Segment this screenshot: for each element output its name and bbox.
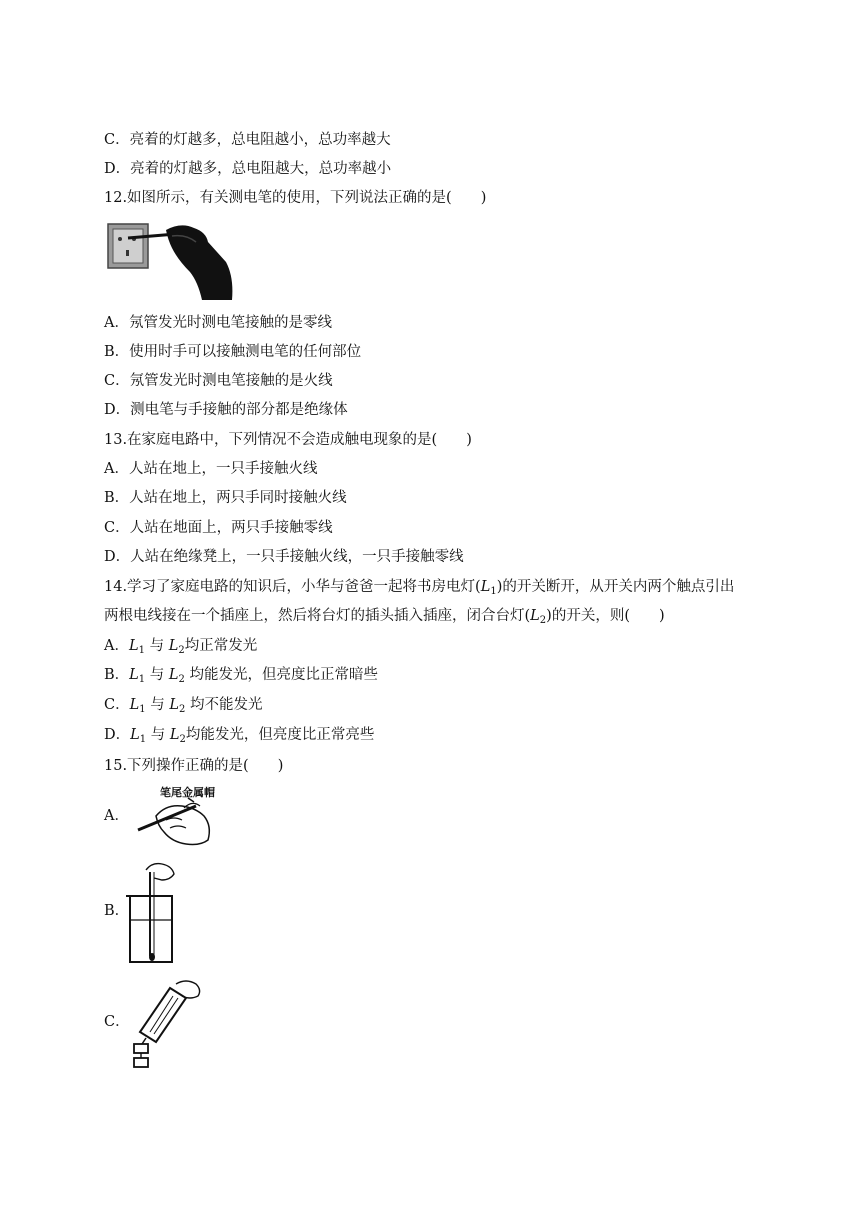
q15-label-c: C． [104,1014,130,1030]
q12-option-b: B．使用时手可以接触测电笔的任何部位 [104,344,362,360]
q13-stem: 13.在家庭电路中，下列情况不会造成触电现象的是( ) [104,432,472,448]
q12-option-d: D．测电笔与手接触的部分都是绝缘体 [104,402,348,418]
q15-stem: 15.下列操作正确的是( ) [104,758,284,774]
pen-end-cap-caption: 笔尾金属帽 [160,786,215,799]
q14-stem-line2: 两根电线接在一个插座上，然后将台灯的插头插入插座，闭合台灯$(L_2)$的开关，则( ) [104,608,665,626]
q12-option-c: C．氖管发光时测电笔接触的是火线 [104,373,333,389]
q11-option-c: C．亮着的灯越多，总电阻越小，总功率越大 [104,132,391,148]
q15-figure-b [126,860,182,966]
q15-figure-c [126,976,210,1070]
test-pen-socket-illustration [106,222,238,302]
q14-option-b: B．$L_1$ 与 $L_2$ 均能发光，但亮度比正常暗些 [104,667,379,685]
spring-scale-with-weights-illustration [126,976,210,1070]
q14-option-c: C．$L_1$ 与 $L_2$ 均不能发光 [104,697,263,715]
q13-option-d: D．人站在绝缘凳上，一只手接触火线，一只手接触零线 [104,549,464,565]
hand-holding-test-pen-illustration [126,786,250,848]
q13-option-c: C．人站在地面上，两只手接触零线 [104,520,333,536]
q12-option-a: A．氖管发光时测电笔接触的是零线 [104,315,332,331]
q14-option-d: D．$L_1$ 与 $L_2$均能发光，但亮度比正常亮些 [104,727,375,745]
q13-option-b: B．人站在地上，两只手同时接触火线 [104,490,347,506]
q11-option-d: D．亮着的灯越多，总电阻越大，总功率越小 [104,161,392,177]
q15-label-a: A． [104,808,129,824]
q14-option-a: A．$L_1$ 与 $L_2$均正常发光 [104,638,258,656]
q15-label-b: B． [104,903,130,919]
q15-figure-a [126,786,250,848]
q14-stem-line1: 14.学习了家庭电路的知识后，小华与爸爸一起将书房电灯$(L_1)$的开关断开，从开关内两个触点引出 [104,579,735,597]
q12-stem: 12.如图所示，有关测电笔的使用，下列说法正确的是( ) [104,190,487,206]
q12-figure-test-pen-socket [106,222,238,302]
q13-option-a: A．人站在地上，一只手接触火线 [104,461,318,477]
beaker-with-thermometer-illustration [126,860,182,966]
